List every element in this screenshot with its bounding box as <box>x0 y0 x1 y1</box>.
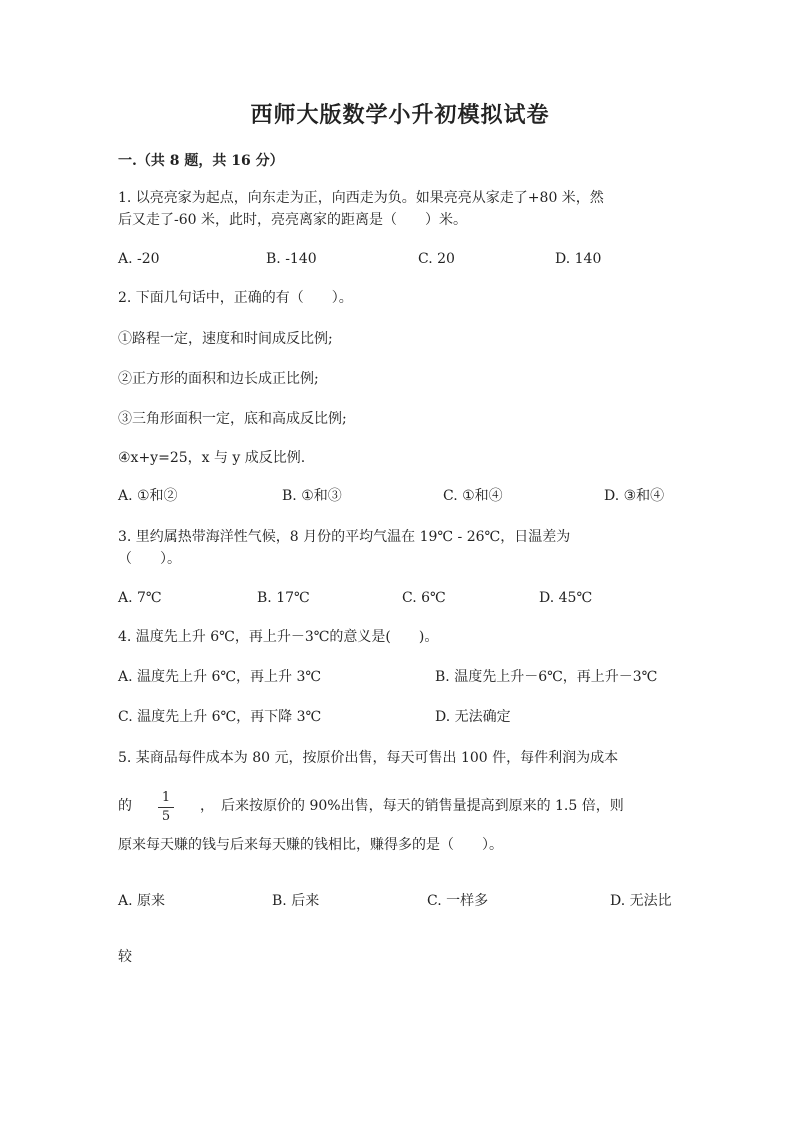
q5-fraction <box>156 790 176 825</box>
q5-line-2-suffix: ， 后来按原价的 90%出售，每天的销售量提高到原来的 1.5 倍，则 <box>200 798 624 814</box>
q4-option-c: C. 温度先上升 6℃，再下降 3℃ <box>118 709 322 725</box>
q5-line-1: 5. 某商品每件成本为 80 元，按原价出售，每天可售出 100 件，每件利润为成本 <box>118 750 619 766</box>
q2-statement-3: ③三角形面积一定，底和高成反比例; <box>118 411 347 427</box>
q3-option-c: C. 6℃ <box>402 590 446 606</box>
q3-line-1: 3. 里约属热带海洋性气候，8 月份的平均气温在 19℃ - 26℃，日温差为 <box>118 529 571 545</box>
q3-option-d: D. 45℃ <box>539 590 593 606</box>
q4-option-d: D. 无法确定 <box>435 709 511 725</box>
q5-option-d: D. 无法比 <box>610 893 672 909</box>
fraction-numerator: 1 <box>161 790 171 805</box>
q3-line-2: （ ）。 <box>118 551 181 567</box>
fraction-denominator: 5 <box>161 809 171 824</box>
q1-option-a: A. -20 <box>118 251 160 267</box>
q4-stem: 4. 温度先上升 6℃，再上升－3℃的意义是( )。 <box>118 629 439 645</box>
q4-option-a: A. 温度先上升 6℃，再上升 3℃ <box>118 669 322 685</box>
q1-line-2: 后又走了-60 米，此时，亮亮离家的距离是（ ）米。 <box>118 212 467 228</box>
q1-option-d: D. 140 <box>555 251 602 267</box>
q1-line-1: 1. 以亮亮家为起点，向东走为正，向西走为负。如果亮亮从家走了+80 米，然 <box>118 190 604 206</box>
section-heading: 一.（共 8 题，共 16 分） <box>118 153 284 169</box>
q2-stem: 2. 下面几句话中，正确的有（ ）。 <box>118 290 353 306</box>
q1-option-b: B. -140 <box>266 251 317 267</box>
q5-line-2-prefix: 的 <box>118 798 132 814</box>
q2-statement-2: ②正方形的面积和边长成正比例; <box>118 371 319 387</box>
q4-option-b: B. 温度先上升－6℃，再上升－3℃ <box>435 669 658 685</box>
q2-option-d: D. ③和④ <box>604 488 665 504</box>
q2-option-b: B. ①和③ <box>282 488 342 504</box>
q5-option-b: B. 后来 <box>272 893 320 909</box>
page-title: 西师大版数学小升初模拟试卷 <box>250 102 550 128</box>
q2-option-c: C. ①和④ <box>443 488 503 504</box>
q2-option-a: A. ①和② <box>118 488 178 504</box>
q5-option-c: C. 一样多 <box>427 893 489 909</box>
fraction-bar <box>158 807 174 808</box>
q2-statement-1: ①路程一定，速度和时间成反比例; <box>118 331 333 347</box>
q5-option-a: A. 原来 <box>118 893 166 909</box>
q5-line-3: 原来每天赚的钱与后来每天赚的钱相比，赚得多的是（ ）。 <box>118 837 503 853</box>
q1-option-c: C. 20 <box>418 251 455 267</box>
q2-statement-4: ④x+y=25，x 与 y 成反比例. <box>118 450 306 466</box>
q5-option-d-wrap: 较 <box>118 949 132 965</box>
q3-option-b: B. 17℃ <box>257 590 310 606</box>
q3-option-a: A. 7℃ <box>118 590 162 606</box>
